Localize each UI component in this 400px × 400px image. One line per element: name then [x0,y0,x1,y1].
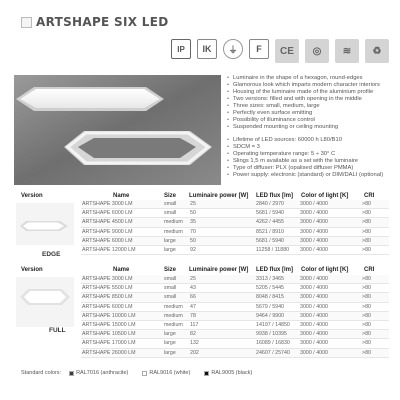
cell-name: ARTSHAPE 12000 LM [81,245,163,254]
cell-size: medium [163,218,189,227]
cell-cri: >80 [361,348,389,357]
cell-flux: 9938 / 10395 [255,330,299,339]
edge-label: EDGE [42,251,61,258]
table-row [81,339,389,348]
table-row [81,200,389,209]
swatch-box [142,371,147,376]
cell-color: 3000 / 4000 [299,227,361,236]
cell-power: 78 [189,311,255,320]
full-label: FULL [49,327,66,334]
cell-cri: >80 [361,275,389,284]
cell-power: 132 [189,339,255,348]
col-cri: CRI [364,193,375,199]
cell-size: large [163,348,189,357]
list-item: • Perfectly even surface emitting [227,110,392,117]
cell-size: large [163,236,189,245]
cell-power: 202 [189,348,255,357]
list-item: • Glamorous look which imparts modern character interiors [227,82,392,89]
swatch-box [69,371,74,376]
f-mark-icon: F [249,39,269,59]
table-row [81,218,389,227]
product-title: ARTSHAPE SIX LED [36,15,169,29]
table-row [81,245,389,254]
cell-name: ARTSHAPE 26000 LM [81,348,163,357]
recycle-icon: ♻ [365,39,389,63]
gost-icon: ≋ [335,39,359,63]
cell-flux: 8048 / 8415 [255,293,299,302]
cell-color: 3000 / 4000 [299,200,361,209]
cell-flux: 4262 / 4455 [255,218,299,227]
col-power-full: Luminaire power [W] [189,267,249,273]
cell-flux: 11258 / 11880 [255,245,299,254]
table-row [81,275,389,284]
edge-table [81,200,389,255]
col-cri-full: CRI [364,267,375,273]
table-row [81,348,389,357]
table-row [81,284,389,293]
cell-color: 3000 / 4000 [299,284,361,293]
cell-name: ARTSHAPE 6000 LM [81,302,163,311]
color-swatch-item [142,370,190,376]
edge-thumbnail [16,203,74,245]
table-row [81,302,389,311]
ce-mark-icon: CE [275,39,299,63]
cell-name: ARTSHAPE 3000 LM [81,200,163,209]
cell-size: small [163,200,189,209]
ip-rating-icon: IP [171,39,191,59]
enec-icon: ◎ [305,39,329,63]
cell-size: large [163,245,189,254]
col-color: Color of light [K] [301,193,349,199]
cell-size: small [163,293,189,302]
cell-power: 82 [189,330,255,339]
color-swatch-item [69,370,128,376]
list-item: • Type of diffuser: PLX (opalised diffuser PMMA) [227,165,392,172]
list-item: • Lifetime of LED sources: 60000 h L80/B10 [227,137,392,144]
cell-power: 25 [189,200,255,209]
cell-color: 3000 / 4000 [299,245,361,254]
list-item: • Possibility of illuminance control [227,117,392,124]
col-power: Luminaire power [W] [189,193,249,199]
swatch-label: RAL7016 (anthracite) [76,370,129,376]
cell-power: 117 [189,320,255,329]
header [0,0,400,75]
cell-power: 70 [189,227,255,236]
swatch-list [69,370,252,376]
table-row [81,330,389,339]
list-item: • Two versions: filled and with opening in the middle [227,96,392,103]
cell-flux: 14197 / 14850 [255,320,299,329]
cell-color: 3000 / 4000 [299,275,361,284]
cell-power: 66 [189,293,255,302]
cell-color: 3000 / 4000 [299,209,361,218]
cell-flux: 5681 / 5940 [255,209,299,218]
cell-name: ARTSHAPE 3000 LM [81,275,163,284]
lamp-photo [14,75,221,185]
cell-name: ARTSHAPE 17000 LM [81,339,163,348]
cell-name: ARTSHAPE 6000 LM [81,209,163,218]
cell-flux: 2840 / 2970 [255,200,299,209]
cell-flux: 8521 / 8910 [255,227,299,236]
cell-power: 43 [189,284,255,293]
cell-name: ARTSHAPE 4500 LM [81,218,163,227]
table-row [81,311,389,320]
spec-list [227,137,392,179]
cell-flux: 5679 / 5940 [255,302,299,311]
cell-power: 92 [189,245,255,254]
list-item: • Housing of the luminaire made of the aluminium profile [227,89,392,96]
table-row [81,293,389,302]
cell-cri: >80 [361,339,389,348]
cell-color: 3000 / 4000 [299,320,361,329]
list-item: • SDCM = 3 [227,144,392,151]
cell-size: small [163,284,189,293]
col-color-full: Color of light [K] [301,267,349,273]
product-logo [21,15,168,29]
col-flux-full: LED flux [lm] [256,267,293,273]
cell-flux: 16089 / 16830 [255,339,299,348]
list-item: • Luminaire in the shape of a hexagon, round-edges [227,75,392,82]
cell-power: 25 [189,275,255,284]
cell-cri: >80 [361,320,389,329]
standard-colors [21,370,252,376]
full-table [81,275,389,358]
cell-color: 3000 / 4000 [299,339,361,348]
table-row [81,209,389,218]
cell-name: ARTSHAPE 8500 LM [81,293,163,302]
full-thumbnail [16,277,74,327]
cell-flux: 9464 / 9900 [255,311,299,320]
swatch-label: RAL9016 (white) [149,370,191,376]
feature-list [227,75,392,131]
cell-cri: >80 [361,302,389,311]
cell-name: ARTSHAPE 5500 LM [81,284,163,293]
cell-color: 3000 / 4000 [299,293,361,302]
cell-size: small [163,209,189,218]
ground-class-icon: ⏚ [223,39,243,59]
swatch-label: RAL9005 (black) [211,370,253,376]
cell-cri: >80 [361,245,389,254]
cell-cri: >80 [361,209,389,218]
cell-color: 3000 / 4000 [299,311,361,320]
cell-flux: 5205 / 5445 [255,284,299,293]
list-item: • Suspended mounting or ceiling mounting [227,124,392,131]
list-item: • Power supply: electronic (standard) or DIM/DALI (optional) [227,172,392,179]
color-swatch-item [204,370,252,376]
logo-square-icon [21,17,32,28]
cell-size: medium [163,302,189,311]
cell-size: large [163,339,189,348]
cell-size: medium [163,320,189,329]
cell-color: 3000 / 4000 [299,348,361,357]
cell-color: 3000 / 4000 [299,218,361,227]
col-name: Name [113,193,130,199]
cell-power: 50 [189,209,255,218]
cell-size: medium [163,311,189,320]
swatch-box [204,371,209,376]
col-size-full: Size [164,267,177,273]
cell-power: 50 [189,236,255,245]
cell-cri: >80 [361,330,389,339]
cell-name: ARTSHAPE 10000 LM [81,311,163,320]
cell-flux: 3313 / 3465 [255,275,299,284]
cell-cri: >80 [361,200,389,209]
cell-name: ARTSHAPE 9000 LM [81,227,163,236]
cell-name: ARTSHAPE 6000 LM [81,236,163,245]
col-name-full: Name [113,267,130,273]
cell-size: large [163,330,189,339]
cell-color: 3000 / 4000 [299,330,361,339]
cell-cri: >80 [361,284,389,293]
cell-cri: >80 [361,311,389,320]
cell-cri: >80 [361,218,389,227]
col-version-full: Version [21,267,43,273]
list-item: • Operating temperature range: 5 ÷ 30° C [227,151,392,158]
table-row [81,236,389,245]
cell-size: small [163,275,189,284]
col-flux: LED flux [lm] [256,193,293,199]
cell-cri: >80 [361,293,389,302]
certification-row [171,39,389,63]
table-row [81,320,389,329]
cell-power: 47 [189,302,255,311]
cell-flux: 5681 / 5940 [255,236,299,245]
cell-cri: >80 [361,227,389,236]
cell-name: ARTSHAPE 10500 LM [81,330,163,339]
col-version: Version [21,193,43,199]
standard-colors-label: Standard colors: [21,370,62,376]
cell-color: 3000 / 4000 [299,236,361,245]
cell-size: medium [163,227,189,236]
cell-power: 35 [189,218,255,227]
list-item: • Three sizes: small, medium, large [227,103,392,110]
col-size: Size [164,193,177,199]
cell-color: 3000 / 4000 [299,302,361,311]
list-item: • Slings 1,5 m available as a set with the luminaire [227,158,392,165]
cell-name: ARTSHAPE 15000 LM [81,320,163,329]
table-row [81,227,389,236]
class-ik-icon: IK [197,39,217,59]
cell-cri: >80 [361,236,389,245]
cell-flux: 24607 / 25740 [255,348,299,357]
